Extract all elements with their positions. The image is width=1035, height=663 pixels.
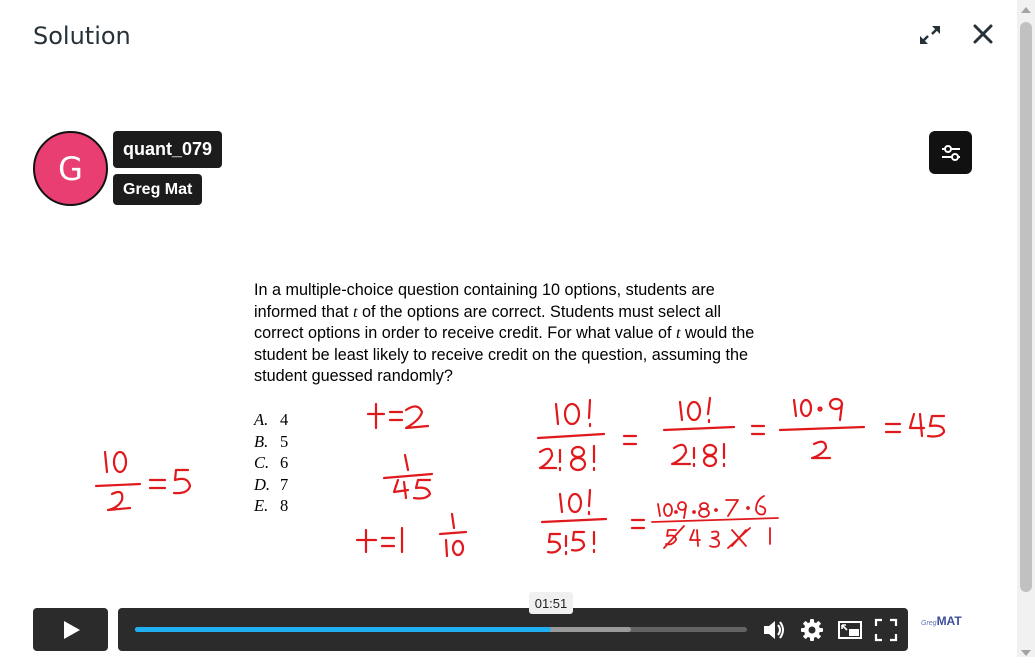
volume-icon[interactable] xyxy=(761,617,787,643)
play-icon xyxy=(60,619,82,641)
answer-option: B. 5 xyxy=(254,431,289,451)
avatar: G xyxy=(33,131,108,206)
modal-title: Solution xyxy=(33,22,131,50)
answer-option: A. 4 xyxy=(254,410,289,429)
current-time-tooltip: 01:51 xyxy=(529,592,573,614)
video-options-button[interactable] xyxy=(929,131,972,174)
scroll-down-arrow-icon[interactable] xyxy=(1020,645,1032,655)
play-button[interactable] xyxy=(33,608,108,651)
answer-options xyxy=(254,409,288,517)
expand-icon[interactable] xyxy=(916,22,944,48)
gear-icon[interactable] xyxy=(799,617,825,643)
answer-option: C. 6 xyxy=(254,453,289,473)
scroll-up-arrow-icon[interactable] xyxy=(1020,2,1032,12)
question-text: In a multiple-choice question containing 10 options, students are informed that t of the options are correct. Students must select all correct options in order to receive credit. For what value of t would the student be least likely to receive credit on the question, assuming the student guessed randomly? xyxy=(254,281,755,386)
progress-fill xyxy=(135,627,551,632)
gregmat-logo[interactable]: Greg MAT xyxy=(921,614,962,628)
answer-option: D. 7 xyxy=(254,474,289,494)
answer-option: E. 8 xyxy=(254,496,289,516)
video-title-tag: quant_079 xyxy=(113,131,222,168)
sliders-icon xyxy=(939,142,963,164)
fullscreen-icon[interactable] xyxy=(873,617,899,643)
close-icon[interactable] xyxy=(970,21,996,47)
picture-in-picture-icon[interactable] xyxy=(837,617,863,643)
video-author-tag: Greg Mat xyxy=(113,174,202,205)
scrollbar-thumb[interactable] xyxy=(1020,22,1032,592)
